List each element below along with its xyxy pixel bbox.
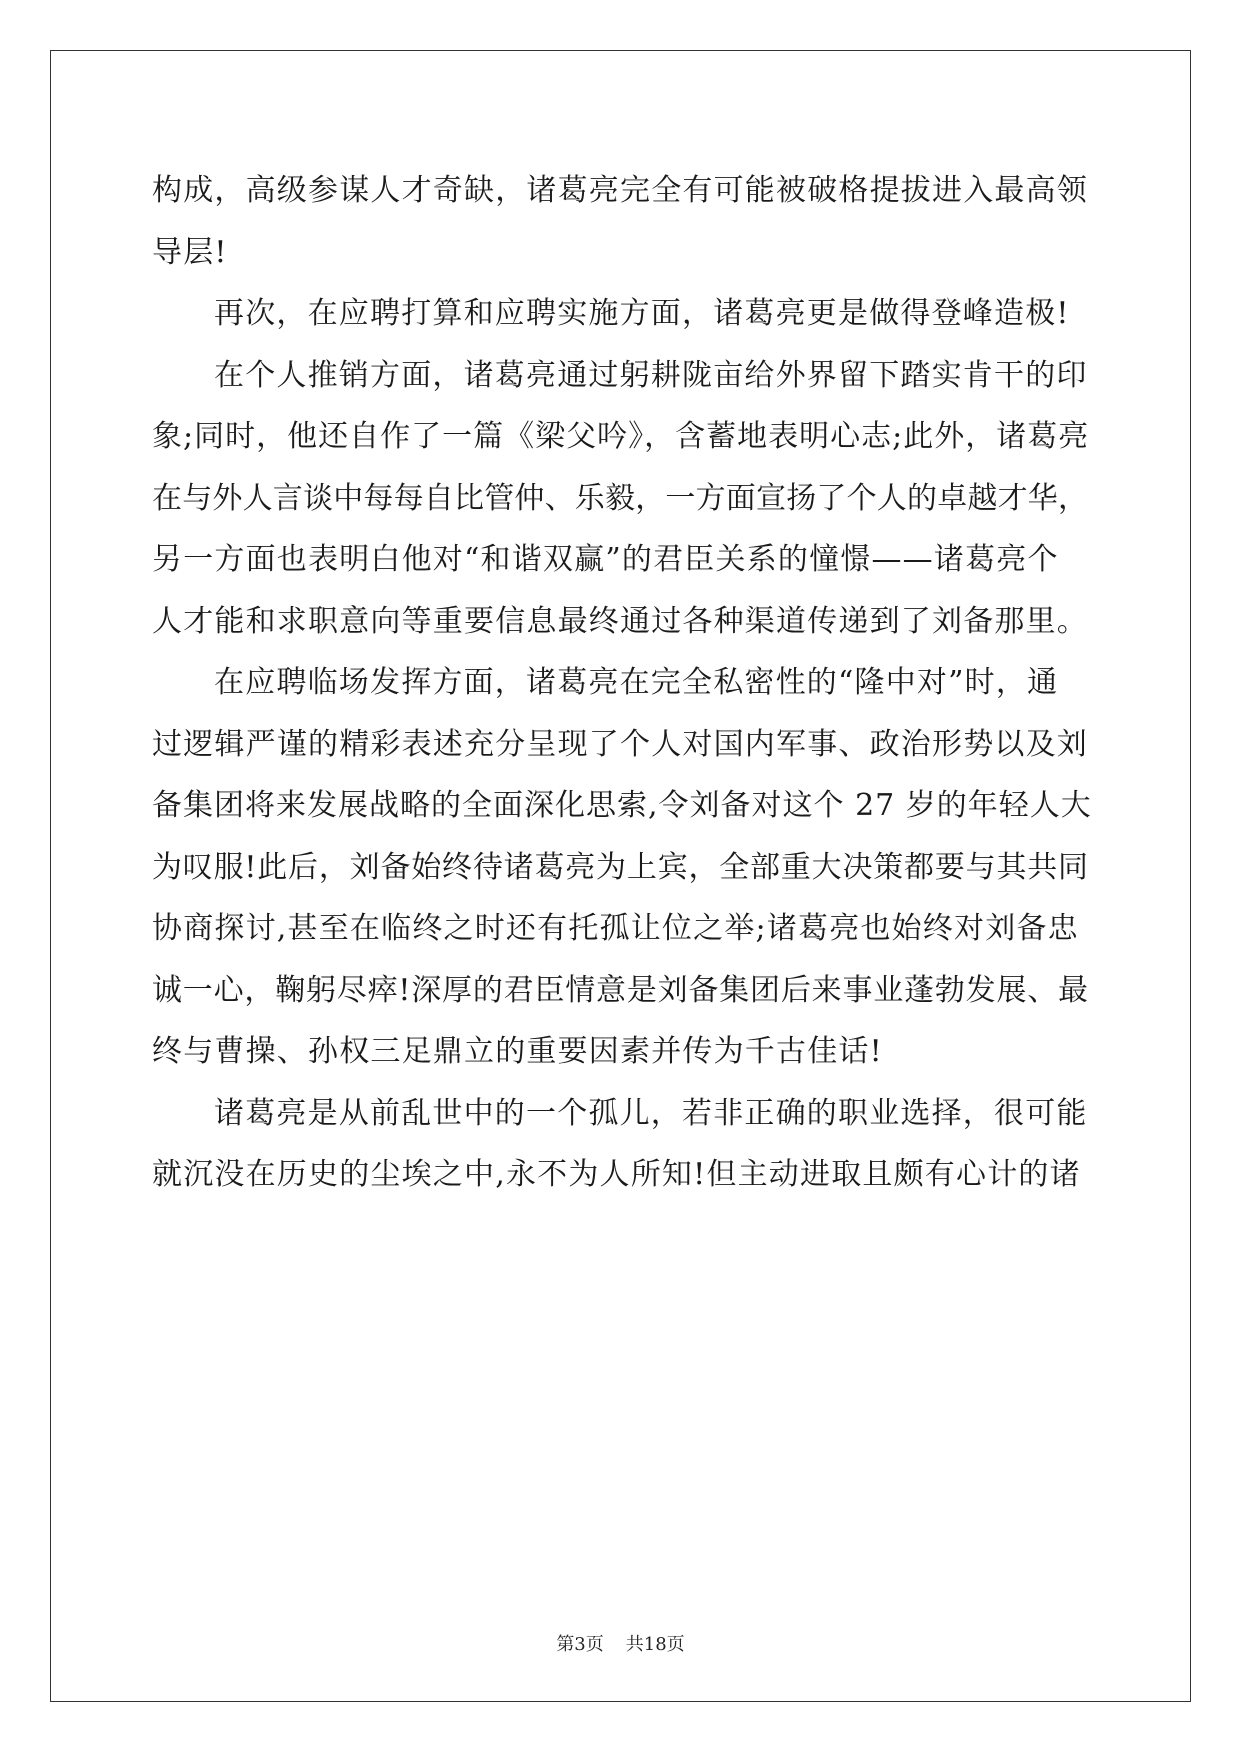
text-line: 备集团将来发展战略的全面深化思索,令刘备对这个 27 岁的年轻人大	[152, 788, 1092, 823]
text-line: 在与外人言谈中每每自比管仲、乐毅，一方面宣扬了个人的卓越才华，	[152, 480, 1089, 516]
text-line: 过逻辑严谨的精彩表述充分呈现了个人对国内军事、政治形势以及刘	[152, 726, 1088, 762]
text-line: 终与曹操、孙权三足鼎立的重要因素并传为千古佳话!	[152, 1034, 883, 1069]
text-line: 在个人推销方面，诸葛亮通过躬耕陇亩给外界留下踏实肯干的印	[214, 357, 1088, 393]
text-line: 构成，高级参谋人才奇缺，诸葛亮完全有可能被破格提拔进入最高领	[152, 173, 1088, 208]
text-line: 导层!	[152, 234, 228, 270]
text-line: 就沉没在历史的尘埃之中,永不为人所知!但主动进取且颇有心计的诸	[152, 1157, 1081, 1192]
text-line: 再次，在应聘打算和应聘实施方面，诸葛亮更是做得登峰造极!	[214, 296, 1070, 331]
text-line: 象;同时，他还自作了一篇《梁父吟》，含蓄地表明心志;此外，诸葛亮	[152, 419, 1090, 454]
document-body	[152, 160, 1092, 1206]
text-line: 另一方面也表明白他对“和谐双赢”的君臣关系的憧憬——诸葛亮个	[152, 542, 1059, 577]
text-line: 人才能和求职意向等重要信息最终通过各种渠道传递到了刘备那里。	[152, 603, 1088, 639]
text-line: 为叹服!此后，刘备始终待诸葛亮为上宾，全部重大决策都要与其共同	[152, 849, 1089, 885]
page-number: 第3页	[556, 1634, 604, 1655]
text-line: 在应聘临场发挥方面，诸葛亮在完全私密性的“隆中对”时，通	[214, 665, 1059, 700]
text-line: 协商探讨,甚至在临终之时还有托孤让位之举;诸葛亮也始终对刘备忠	[152, 911, 1079, 946]
page-total: 共18页	[625, 1634, 685, 1655]
page-footer	[0, 1630, 1241, 1656]
text-line: 诸葛亮是从前乱世中的一个孤儿，若非正确的职业选择，很可能	[214, 1095, 1088, 1131]
text-line: 诚一心，鞠躬尽瘁!深厚的君臣情意是刘备集团后来事业蓬勃发展、最	[152, 972, 1089, 1008]
